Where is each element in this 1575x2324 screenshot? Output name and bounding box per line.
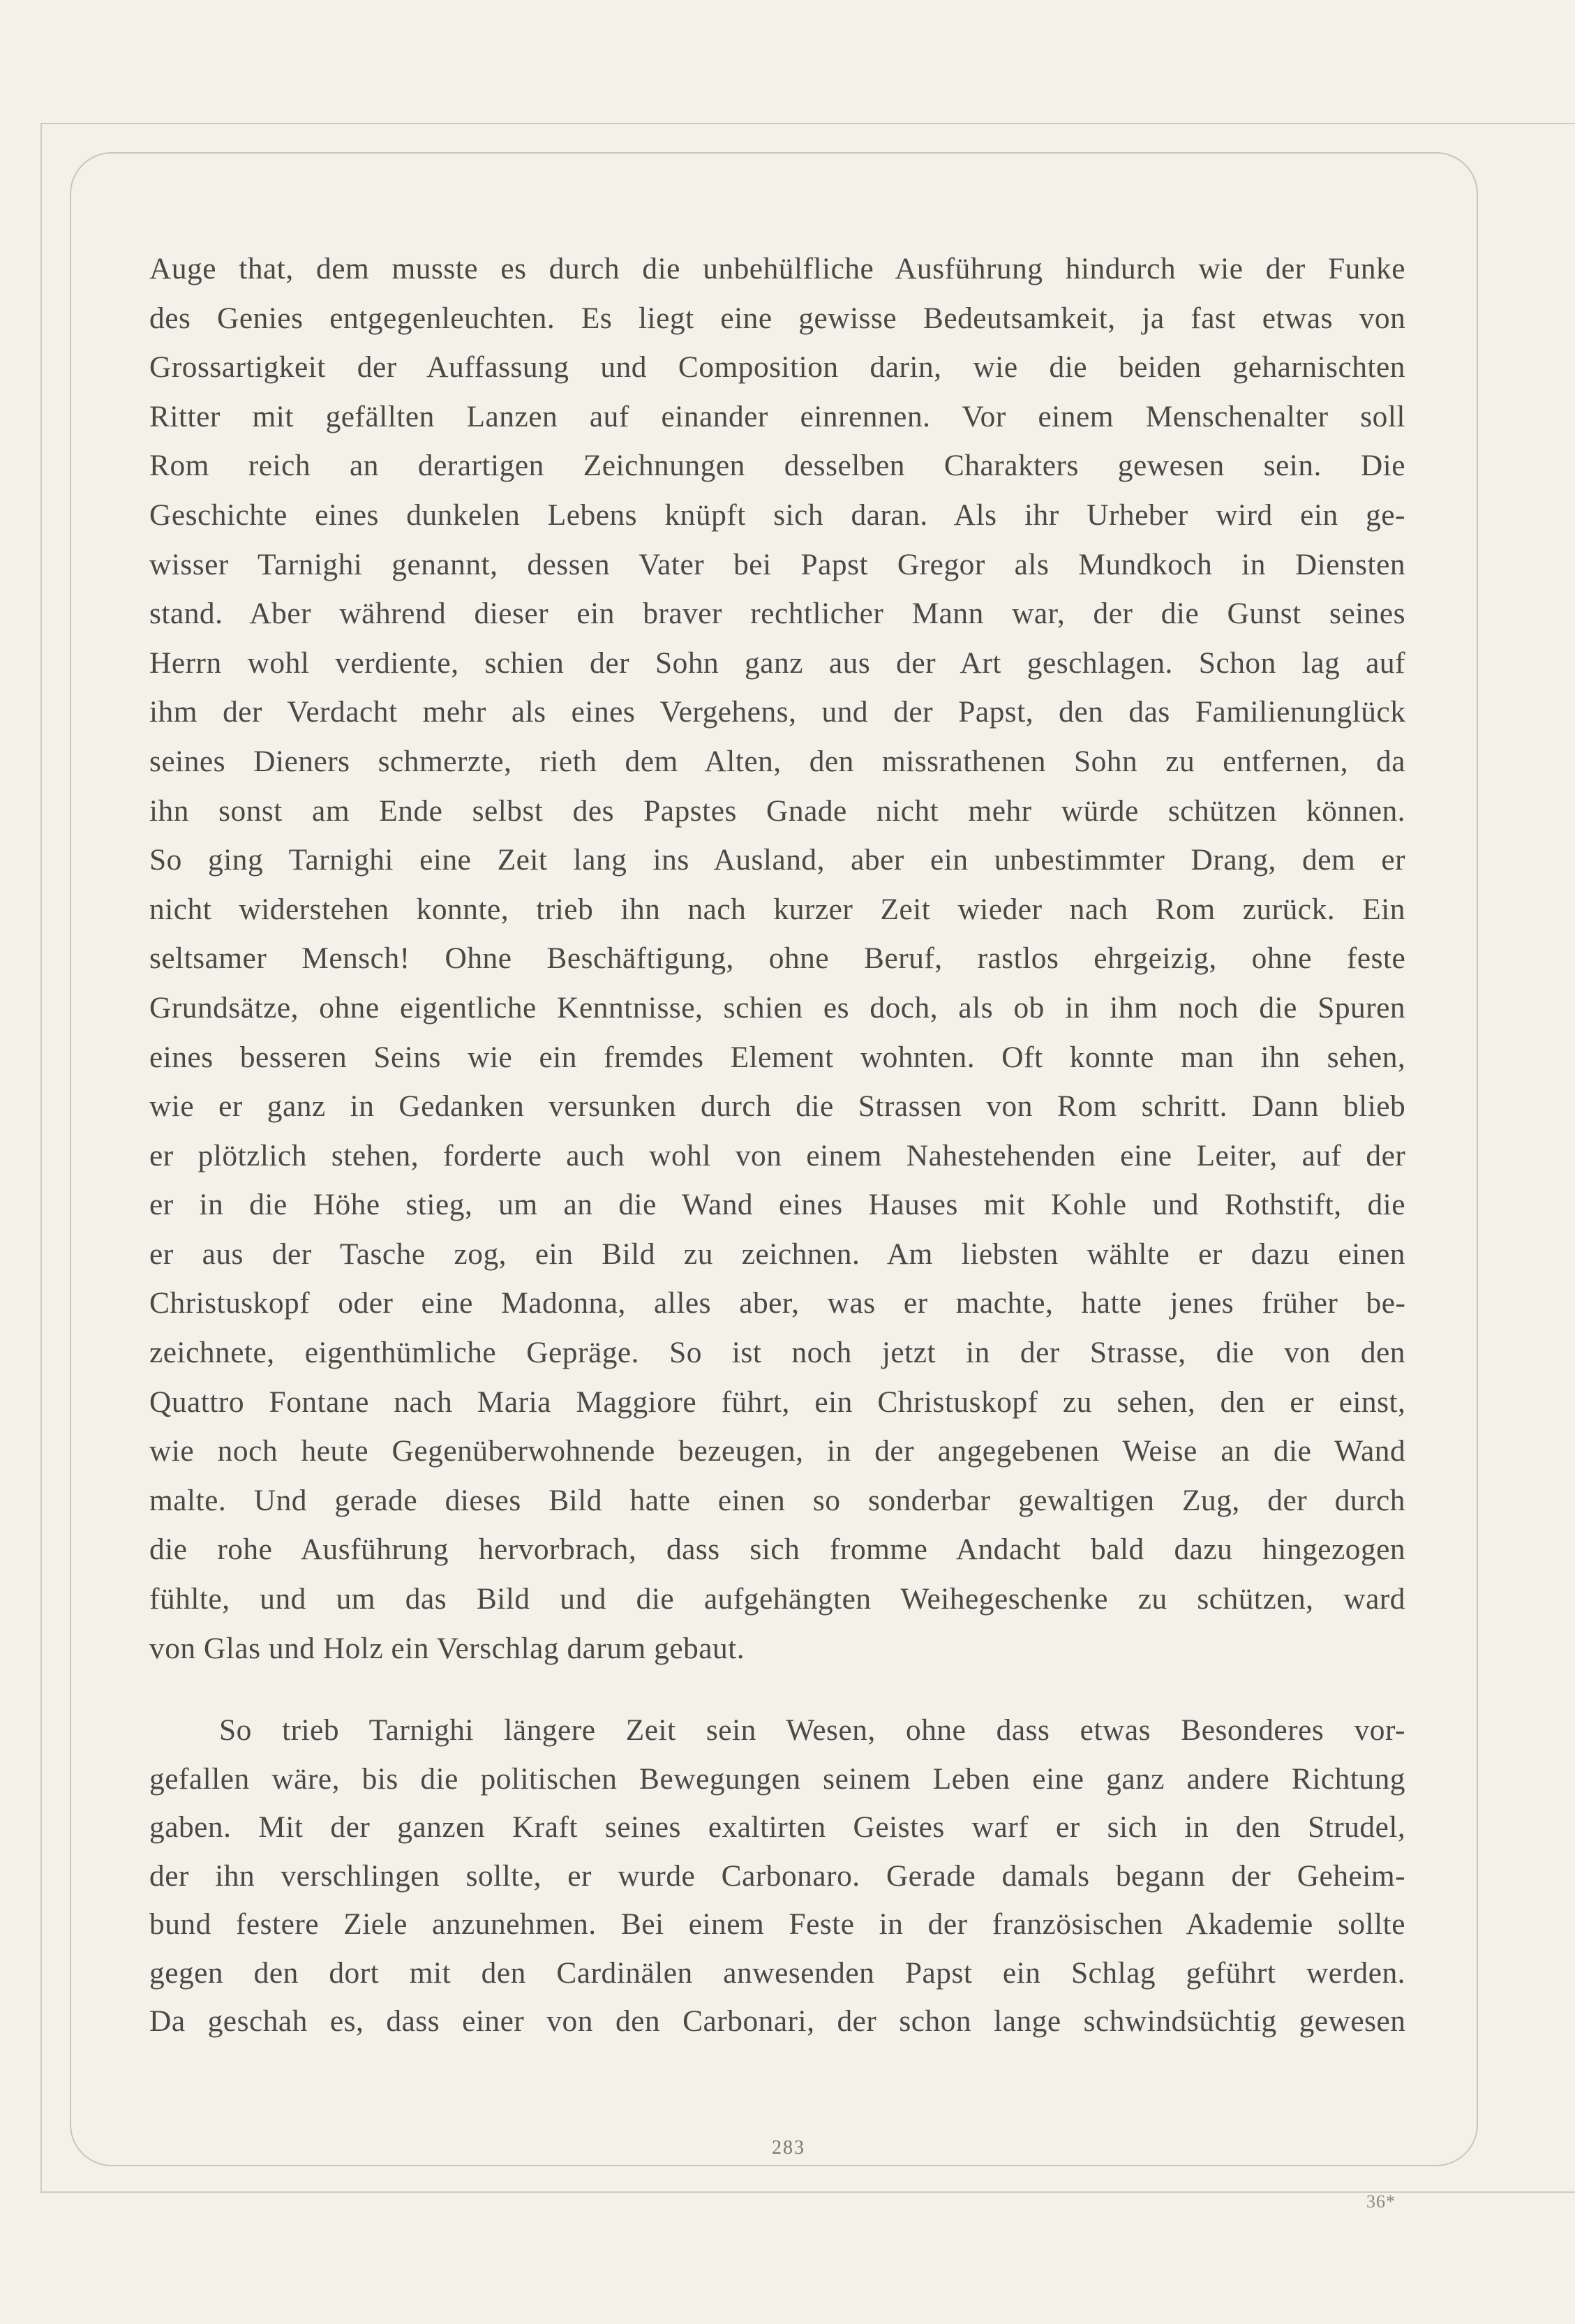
text-line: von Glas und Holz ein Verschlag darum gebaut. — [149, 1631, 745, 1665]
text-line: bund festere Ziele anzunehmen. Bei einem Feste in der französischen Akademie sollte — [149, 1907, 1405, 1941]
text-line: Da geschah es, dass einer von den Carbonari, der schon lange schwindsüchtig gewesen — [149, 2004, 1406, 2038]
text-line: eines besseren Seins wie ein fremdes Element wohnten. Oft konnte man ihn sehen, — [149, 1040, 1406, 1074]
text-line: Geschichte eines dunkelen Lebens knüpft sich daran. Als ihr Urheber wird ein ge- — [149, 498, 1405, 532]
paragraph-2 — [149, 1706, 1405, 2046]
text-line: gegen den dort mit den Cardinälen anwesenden Papst ein Schlag geführt werden. — [149, 1956, 1405, 1990]
text-line: Christuskopf oder eine Madonna, alles aber, was er machte, hatte jenes früher be- — [149, 1286, 1406, 1320]
text-line: ihm der Verdacht mehr als eines Vergehens, und der Papst, den das Familienunglück — [149, 695, 1406, 729]
text-line: seines Dieners schmerzte, rieth dem Alten, den missrathenen Sohn zu entfernen, da — [149, 744, 1405, 778]
text-line: seltsamer Mensch! Ohne Beschäftigung, ohne Beruf, rastlos ehrgeizig, ohne feste — [149, 941, 1406, 976]
text-line: er aus der Tasche zog, ein Bild zu zeichnen. Am liebsten wählte er dazu einen — [149, 1237, 1405, 1271]
text-line: Quattro Fontane nach Maria Maggiore führt, ein Christuskopf zu sehen, den er einst, — [149, 1385, 1406, 1419]
text-line: er in die Höhe stieg, um an die Wand eines Hauses mit Kohle und Rothstift, die — [149, 1188, 1405, 1222]
text-line: Grundsätze, ohne eigentliche Kenntnisse, schien es doch, als ob in ihm noch die Spuren — [149, 990, 1406, 1025]
text-line: wie er ganz in Gedanken versunken durch die Strassen von Rom schritt. Dann blieb — [149, 1089, 1406, 1124]
text-line: Ritter mit gefällten Lanzen auf einander einrennen. Vor einem Menschenalter soll — [149, 399, 1405, 433]
text-line: Rom reich an derartigen Zeichnungen desselben Charakters gewesen sein. Die — [149, 449, 1405, 483]
text-line: Grossartigkeit der Auffassung und Composition darin, wie die beiden geharnischten — [149, 350, 1405, 385]
text-line: wie noch heute Gegenüberwohnende bezeugen, in der angegebenen Weise an die Wand — [149, 1434, 1406, 1468]
text-line: des Genies entgegenleuchten. Es liegt eine gewisse Bedeutsamkeit, ja fast etwas von — [149, 301, 1406, 335]
text-line: der ihn verschlingen sollte, er wurde Carbonaro. Gerade damals begann der Geheim- — [149, 1859, 1406, 1893]
signature-mark: 36* — [1366, 2191, 1396, 2212]
text-line: Auge that, dem musste es durch die unbehülfliche Ausführung hindurch wie der Funke — [149, 252, 1405, 285]
text-line: nicht widerstehen konnte, trieb ihn nach kurzer Zeit wieder nach Rom zurück. Ein — [149, 892, 1405, 926]
text-line: ihn sonst am Ende selbst des Papstes Gnade nicht mehr würde schützen können. — [149, 794, 1405, 828]
text-line: malte. Und gerade dieses Bild hatte einen so sonderbar gewaltigen Zug, der durch — [149, 1483, 1405, 1517]
page-number: 283 — [772, 2137, 805, 2159]
paragraph-1 — [149, 244, 1405, 1673]
text-line: gefallen wäre, bis die politischen Bewegungen seinem Leben eine ganz andere Richtung — [149, 1761, 1405, 1796]
text-line: Herrn wohl verdiente, schien der Sohn ganz aus der Art geschlagen. Schon lag auf — [149, 646, 1405, 680]
text-line: er plötzlich stehen, forderte auch wohl von einem Nahestehenden eine Leiter, auf der — [149, 1138, 1406, 1172]
text-line: die rohe Ausführung hervorbrach, dass sich fromme Andacht bald dazu hingezogen — [149, 1533, 1406, 1567]
text-line: So ging Tarnighi eine Zeit lang ins Ausland, aber ein unbestimmter Drang, dem er — [149, 843, 1406, 877]
text-line: stand. Aber während dieser ein braver rechtlicher Mann war, der die Gunst seines — [149, 597, 1405, 631]
text-line: wisser Tarnighi genannt, dessen Vater bei Papst Gregor als Mundkoch in Diensten — [149, 547, 1406, 581]
text-line: fühlte, und um das Bild und die aufgehängten Weihegeschenke zu schützen, ward — [149, 1582, 1405, 1616]
text-line: gaben. Mit der ganzen Kraft seines exaltirten Geistes warf er sich in den Strudel, — [149, 1810, 1406, 1844]
text-line: So trieb Tarnighi längere Zeit sein Wesen, ohne dass etwas Besonderes vor- — [219, 1713, 1405, 1747]
text-line: zeichnete, eigenthümliche Gepräge. So ist noch jetzt in der Strasse, die von den — [149, 1336, 1405, 1370]
